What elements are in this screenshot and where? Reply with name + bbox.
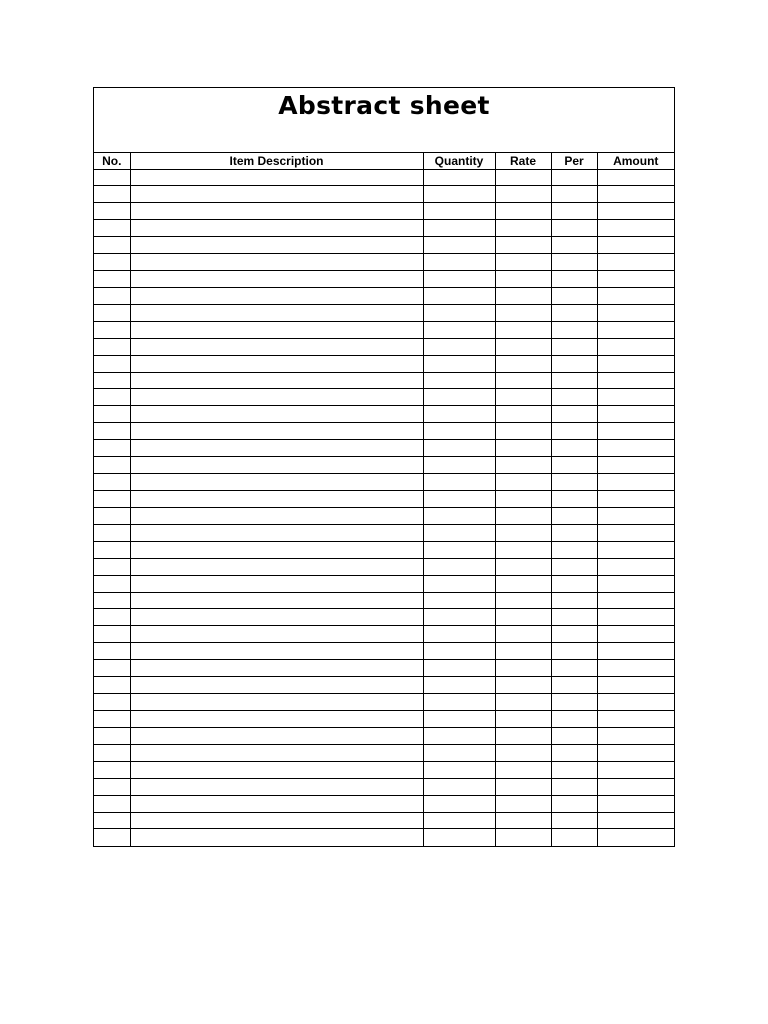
cell-quantity[interactable] bbox=[423, 372, 495, 389]
cell-quantity[interactable] bbox=[423, 761, 495, 778]
cell-item-description[interactable] bbox=[130, 778, 423, 795]
cell-quantity[interactable] bbox=[423, 254, 495, 271]
cell-no[interactable] bbox=[94, 643, 130, 660]
table-row bbox=[94, 254, 674, 271]
cell-item-description[interactable] bbox=[130, 761, 423, 778]
cell-amount[interactable] bbox=[597, 677, 674, 694]
cell-per[interactable] bbox=[551, 744, 597, 761]
cell-quantity[interactable] bbox=[423, 321, 495, 338]
cell-no[interactable] bbox=[94, 321, 130, 338]
cell-no[interactable] bbox=[94, 372, 130, 389]
cell-per[interactable] bbox=[551, 592, 597, 609]
cell-item-description[interactable] bbox=[130, 254, 423, 271]
cell-per[interactable] bbox=[551, 829, 597, 846]
cell-amount[interactable] bbox=[597, 592, 674, 609]
cell-per[interactable] bbox=[551, 575, 597, 592]
cell-no[interactable] bbox=[94, 355, 130, 372]
cell-amount[interactable] bbox=[597, 541, 674, 558]
cell-quantity[interactable] bbox=[423, 829, 495, 846]
cell-quantity[interactable] bbox=[423, 338, 495, 355]
cell-rate[interactable] bbox=[495, 372, 551, 389]
cell-per[interactable] bbox=[551, 660, 597, 677]
cell-rate[interactable] bbox=[495, 778, 551, 795]
cell-no[interactable] bbox=[94, 457, 130, 474]
col-header-quantity: Quantity bbox=[423, 153, 495, 169]
cell-item-description[interactable] bbox=[130, 711, 423, 728]
cell-no[interactable] bbox=[94, 778, 130, 795]
cell-quantity[interactable] bbox=[423, 220, 495, 237]
cell-rate[interactable] bbox=[495, 575, 551, 592]
cell-no[interactable] bbox=[94, 660, 130, 677]
cell-no[interactable] bbox=[94, 711, 130, 728]
cell-item-description[interactable] bbox=[130, 727, 423, 744]
cell-quantity[interactable] bbox=[423, 186, 495, 203]
cell-amount[interactable] bbox=[597, 304, 674, 321]
cell-amount[interactable] bbox=[597, 389, 674, 406]
cell-amount[interactable] bbox=[597, 744, 674, 761]
cell-rate[interactable] bbox=[495, 507, 551, 524]
cell-quantity[interactable] bbox=[423, 457, 495, 474]
cell-per[interactable] bbox=[551, 220, 597, 237]
cell-rate[interactable] bbox=[495, 558, 551, 575]
cell-per[interactable] bbox=[551, 186, 597, 203]
cell-per[interactable] bbox=[551, 524, 597, 541]
cell-no[interactable] bbox=[94, 440, 130, 457]
cell-quantity[interactable] bbox=[423, 507, 495, 524]
cell-item-description[interactable] bbox=[130, 592, 423, 609]
cell-item-description[interactable] bbox=[130, 457, 423, 474]
cell-amount[interactable] bbox=[597, 507, 674, 524]
cell-amount[interactable] bbox=[597, 406, 674, 423]
cell-quantity[interactable] bbox=[423, 440, 495, 457]
cell-rate[interactable] bbox=[495, 761, 551, 778]
cell-rate[interactable] bbox=[495, 271, 551, 288]
cell-no[interactable] bbox=[94, 389, 130, 406]
cell-quantity[interactable] bbox=[423, 812, 495, 829]
cell-item-description[interactable] bbox=[130, 575, 423, 592]
cell-no[interactable] bbox=[94, 524, 130, 541]
table-row bbox=[94, 744, 674, 761]
cell-per[interactable] bbox=[551, 711, 597, 728]
table-row bbox=[94, 220, 674, 237]
table-row bbox=[94, 271, 674, 288]
cell-per[interactable] bbox=[551, 558, 597, 575]
cell-rate[interactable] bbox=[495, 643, 551, 660]
cell-rate[interactable] bbox=[495, 541, 551, 558]
table-row bbox=[94, 711, 674, 728]
table-row bbox=[94, 237, 674, 254]
cell-no[interactable] bbox=[94, 186, 130, 203]
cell-quantity[interactable] bbox=[423, 541, 495, 558]
cell-item-description[interactable] bbox=[130, 389, 423, 406]
cell-item-description[interactable] bbox=[130, 626, 423, 643]
table-row bbox=[94, 575, 674, 592]
cell-amount[interactable] bbox=[597, 660, 674, 677]
table-row bbox=[94, 643, 674, 660]
cell-rate[interactable] bbox=[495, 474, 551, 491]
cell-quantity[interactable] bbox=[423, 406, 495, 423]
cell-per[interactable] bbox=[551, 778, 597, 795]
cell-item-description[interactable] bbox=[130, 203, 423, 220]
cell-rate[interactable] bbox=[495, 711, 551, 728]
cell-per[interactable] bbox=[551, 355, 597, 372]
cell-amount[interactable] bbox=[597, 271, 674, 288]
cell-per[interactable] bbox=[551, 237, 597, 254]
cell-no[interactable] bbox=[94, 727, 130, 744]
cell-no[interactable] bbox=[94, 304, 130, 321]
table-row bbox=[94, 761, 674, 778]
cell-rate[interactable] bbox=[495, 406, 551, 423]
table-row bbox=[94, 660, 674, 677]
cell-rate[interactable] bbox=[495, 626, 551, 643]
cell-per[interactable] bbox=[551, 626, 597, 643]
col-header-amount: Amount bbox=[597, 153, 674, 169]
cell-rate[interactable] bbox=[495, 355, 551, 372]
table-row bbox=[94, 287, 674, 304]
cell-per[interactable] bbox=[551, 812, 597, 829]
table-row bbox=[94, 541, 674, 558]
cell-item-description[interactable] bbox=[130, 304, 423, 321]
cell-quantity[interactable] bbox=[423, 423, 495, 440]
cell-per[interactable] bbox=[551, 389, 597, 406]
cell-no[interactable] bbox=[94, 423, 130, 440]
table-row bbox=[94, 727, 674, 744]
cell-item-description[interactable] bbox=[130, 609, 423, 626]
cell-item-description[interactable] bbox=[130, 338, 423, 355]
cell-per[interactable] bbox=[551, 287, 597, 304]
cell-per[interactable] bbox=[551, 372, 597, 389]
cell-no[interactable] bbox=[94, 558, 130, 575]
col-header-item-description: Item Description bbox=[130, 153, 423, 169]
cell-per[interactable] bbox=[551, 491, 597, 508]
cell-item-description[interactable] bbox=[130, 372, 423, 389]
cell-amount[interactable] bbox=[597, 609, 674, 626]
title-area bbox=[94, 88, 674, 153]
cell-quantity[interactable] bbox=[423, 626, 495, 643]
cell-no[interactable] bbox=[94, 220, 130, 237]
cell-no[interactable] bbox=[94, 744, 130, 761]
cell-amount[interactable] bbox=[597, 423, 674, 440]
table-row bbox=[94, 440, 674, 457]
cell-no[interactable] bbox=[94, 474, 130, 491]
cell-amount[interactable] bbox=[597, 203, 674, 220]
table-row bbox=[94, 372, 674, 389]
cell-rate[interactable] bbox=[495, 254, 551, 271]
cell-item-description[interactable] bbox=[130, 795, 423, 812]
cell-item-description[interactable] bbox=[130, 406, 423, 423]
cell-rate[interactable] bbox=[495, 203, 551, 220]
table-row bbox=[94, 609, 674, 626]
cell-amount[interactable] bbox=[597, 440, 674, 457]
cell-item-description[interactable] bbox=[130, 474, 423, 491]
cell-quantity[interactable] bbox=[423, 389, 495, 406]
cell-quantity[interactable] bbox=[423, 558, 495, 575]
table-row bbox=[94, 558, 674, 575]
cell-amount[interactable] bbox=[597, 812, 674, 829]
table-row bbox=[94, 338, 674, 355]
cell-item-description[interactable] bbox=[130, 558, 423, 575]
cell-amount[interactable] bbox=[597, 338, 674, 355]
cell-amount[interactable] bbox=[597, 626, 674, 643]
cell-per[interactable] bbox=[551, 321, 597, 338]
cell-amount[interactable] bbox=[597, 457, 674, 474]
cell-amount[interactable] bbox=[597, 169, 674, 186]
table-row bbox=[94, 355, 674, 372]
cell-per[interactable] bbox=[551, 254, 597, 271]
cell-item-description[interactable] bbox=[130, 829, 423, 846]
cell-no[interactable] bbox=[94, 287, 130, 304]
cell-no[interactable] bbox=[94, 812, 130, 829]
cell-amount[interactable] bbox=[597, 254, 674, 271]
cell-no[interactable] bbox=[94, 507, 130, 524]
cell-item-description[interactable] bbox=[130, 169, 423, 186]
col-header-per: Per bbox=[551, 153, 597, 169]
table-row bbox=[94, 524, 674, 541]
cell-item-description[interactable] bbox=[130, 287, 423, 304]
cell-quantity[interactable] bbox=[423, 169, 495, 186]
cell-rate[interactable] bbox=[495, 829, 551, 846]
cell-item-description[interactable] bbox=[130, 524, 423, 541]
cell-per[interactable] bbox=[551, 338, 597, 355]
cell-per[interactable] bbox=[551, 643, 597, 660]
cell-per[interactable] bbox=[551, 440, 597, 457]
cell-per[interactable] bbox=[551, 304, 597, 321]
table-row bbox=[94, 203, 674, 220]
cell-rate[interactable] bbox=[495, 220, 551, 237]
cell-no[interactable] bbox=[94, 609, 130, 626]
cell-item-description[interactable] bbox=[130, 423, 423, 440]
cell-no[interactable] bbox=[94, 169, 130, 186]
cell-item-description[interactable] bbox=[130, 355, 423, 372]
cell-quantity[interactable] bbox=[423, 694, 495, 711]
cell-amount[interactable] bbox=[597, 237, 674, 254]
cell-rate[interactable] bbox=[495, 812, 551, 829]
cell-item-description[interactable] bbox=[130, 220, 423, 237]
cell-rate[interactable] bbox=[495, 338, 551, 355]
cell-quantity[interactable] bbox=[423, 271, 495, 288]
cell-item-description[interactable] bbox=[130, 271, 423, 288]
cell-item-description[interactable] bbox=[130, 541, 423, 558]
cell-item-description[interactable] bbox=[130, 677, 423, 694]
cell-no[interactable] bbox=[94, 541, 130, 558]
cell-item-description[interactable] bbox=[130, 321, 423, 338]
cell-amount[interactable] bbox=[597, 355, 674, 372]
cell-per[interactable] bbox=[551, 457, 597, 474]
cell-rate[interactable] bbox=[495, 727, 551, 744]
abstract-sheet bbox=[93, 87, 675, 847]
cell-no[interactable] bbox=[94, 575, 130, 592]
table-row bbox=[94, 592, 674, 609]
cell-quantity[interactable] bbox=[423, 592, 495, 609]
cell-per[interactable] bbox=[551, 474, 597, 491]
cell-no[interactable] bbox=[94, 677, 130, 694]
cell-per[interactable] bbox=[551, 271, 597, 288]
cell-item-description[interactable] bbox=[130, 491, 423, 508]
cell-no[interactable] bbox=[94, 626, 130, 643]
cell-no[interactable] bbox=[94, 271, 130, 288]
cell-rate[interactable] bbox=[495, 304, 551, 321]
table-row bbox=[94, 186, 674, 203]
cell-no[interactable] bbox=[94, 491, 130, 508]
cell-no[interactable] bbox=[94, 254, 130, 271]
cell-per[interactable] bbox=[551, 609, 597, 626]
cell-rate[interactable] bbox=[495, 237, 551, 254]
cell-item-description[interactable] bbox=[130, 643, 423, 660]
cell-quantity[interactable] bbox=[423, 474, 495, 491]
cell-rate[interactable] bbox=[495, 524, 551, 541]
table-row bbox=[94, 389, 674, 406]
cell-item-description[interactable] bbox=[130, 507, 423, 524]
cell-quantity[interactable] bbox=[423, 643, 495, 660]
cell-rate[interactable] bbox=[495, 287, 551, 304]
table-body bbox=[94, 169, 674, 846]
cell-quantity[interactable] bbox=[423, 711, 495, 728]
cell-no[interactable] bbox=[94, 592, 130, 609]
cell-per[interactable] bbox=[551, 761, 597, 778]
cell-rate[interactable] bbox=[495, 491, 551, 508]
col-header-rate: Rate bbox=[495, 153, 551, 169]
cell-no[interactable] bbox=[94, 761, 130, 778]
cell-quantity[interactable] bbox=[423, 355, 495, 372]
cell-item-description[interactable] bbox=[130, 812, 423, 829]
cell-no[interactable] bbox=[94, 338, 130, 355]
cell-no[interactable] bbox=[94, 203, 130, 220]
cell-quantity[interactable] bbox=[423, 727, 495, 744]
header-row bbox=[94, 153, 674, 169]
cell-amount[interactable] bbox=[597, 778, 674, 795]
cell-amount[interactable] bbox=[597, 711, 674, 728]
cell-item-description[interactable] bbox=[130, 694, 423, 711]
table-row bbox=[94, 795, 674, 812]
cell-rate[interactable] bbox=[495, 440, 551, 457]
table-row bbox=[94, 423, 674, 440]
cell-rate[interactable] bbox=[495, 744, 551, 761]
cell-per[interactable] bbox=[551, 507, 597, 524]
cell-amount[interactable] bbox=[597, 491, 674, 508]
table-row bbox=[94, 304, 674, 321]
table-row bbox=[94, 321, 674, 338]
col-header-no: No. bbox=[94, 153, 130, 169]
cell-rate[interactable] bbox=[495, 609, 551, 626]
cell-amount[interactable] bbox=[597, 694, 674, 711]
cell-amount[interactable] bbox=[597, 558, 674, 575]
cell-amount[interactable] bbox=[597, 575, 674, 592]
cell-per[interactable] bbox=[551, 203, 597, 220]
cell-rate[interactable] bbox=[495, 389, 551, 406]
cell-amount[interactable] bbox=[597, 287, 674, 304]
cell-quantity[interactable] bbox=[423, 304, 495, 321]
table-row bbox=[94, 778, 674, 795]
cell-amount[interactable] bbox=[597, 220, 674, 237]
table-row bbox=[94, 474, 674, 491]
table-row bbox=[94, 169, 674, 186]
cell-per[interactable] bbox=[551, 677, 597, 694]
cell-item-description[interactable] bbox=[130, 186, 423, 203]
cell-item-description[interactable] bbox=[130, 660, 423, 677]
cell-quantity[interactable] bbox=[423, 744, 495, 761]
cell-quantity[interactable] bbox=[423, 491, 495, 508]
cell-amount[interactable] bbox=[597, 474, 674, 491]
cell-quantity[interactable] bbox=[423, 677, 495, 694]
cell-no[interactable] bbox=[94, 795, 130, 812]
cell-per[interactable] bbox=[551, 406, 597, 423]
table-row bbox=[94, 457, 674, 474]
items-table bbox=[94, 153, 674, 846]
cell-no[interactable] bbox=[94, 406, 130, 423]
cell-quantity[interactable] bbox=[423, 237, 495, 254]
table-row bbox=[94, 626, 674, 643]
cell-rate[interactable] bbox=[495, 592, 551, 609]
cell-amount[interactable] bbox=[597, 829, 674, 846]
cell-item-description[interactable] bbox=[130, 440, 423, 457]
cell-rate[interactable] bbox=[495, 169, 551, 186]
cell-per[interactable] bbox=[551, 423, 597, 440]
table-row bbox=[94, 829, 674, 846]
cell-rate[interactable] bbox=[495, 694, 551, 711]
cell-quantity[interactable] bbox=[423, 524, 495, 541]
cell-rate[interactable] bbox=[495, 677, 551, 694]
cell-rate[interactable] bbox=[495, 423, 551, 440]
table-row bbox=[94, 694, 674, 711]
cell-quantity[interactable] bbox=[423, 778, 495, 795]
cell-amount[interactable] bbox=[597, 524, 674, 541]
cell-amount[interactable] bbox=[597, 727, 674, 744]
table-row bbox=[94, 491, 674, 508]
cell-per[interactable] bbox=[551, 694, 597, 711]
cell-amount[interactable] bbox=[597, 372, 674, 389]
cell-amount[interactable] bbox=[597, 186, 674, 203]
cell-rate[interactable] bbox=[495, 321, 551, 338]
cell-per[interactable] bbox=[551, 541, 597, 558]
cell-quantity[interactable] bbox=[423, 287, 495, 304]
cell-quantity[interactable] bbox=[423, 795, 495, 812]
cell-amount[interactable] bbox=[597, 761, 674, 778]
cell-amount[interactable] bbox=[597, 795, 674, 812]
cell-item-description[interactable] bbox=[130, 744, 423, 761]
cell-no[interactable] bbox=[94, 694, 130, 711]
cell-item-description[interactable] bbox=[130, 237, 423, 254]
cell-rate[interactable] bbox=[495, 186, 551, 203]
cell-no[interactable] bbox=[94, 237, 130, 254]
cell-per[interactable] bbox=[551, 727, 597, 744]
cell-rate[interactable] bbox=[495, 660, 551, 677]
cell-amount[interactable] bbox=[597, 643, 674, 660]
cell-amount[interactable] bbox=[597, 321, 674, 338]
cell-per[interactable] bbox=[551, 169, 597, 186]
table-row bbox=[94, 677, 674, 694]
table-row bbox=[94, 812, 674, 829]
cell-no[interactable] bbox=[94, 829, 130, 846]
cell-quantity[interactable] bbox=[423, 660, 495, 677]
table-row bbox=[94, 406, 674, 423]
cell-per[interactable] bbox=[551, 795, 597, 812]
cell-quantity[interactable] bbox=[423, 575, 495, 592]
cell-rate[interactable] bbox=[495, 457, 551, 474]
cell-quantity[interactable] bbox=[423, 609, 495, 626]
cell-rate[interactable] bbox=[495, 795, 551, 812]
cell-quantity[interactable] bbox=[423, 203, 495, 220]
table-row bbox=[94, 507, 674, 524]
sheet-title: Abstract sheet bbox=[278, 91, 490, 120]
